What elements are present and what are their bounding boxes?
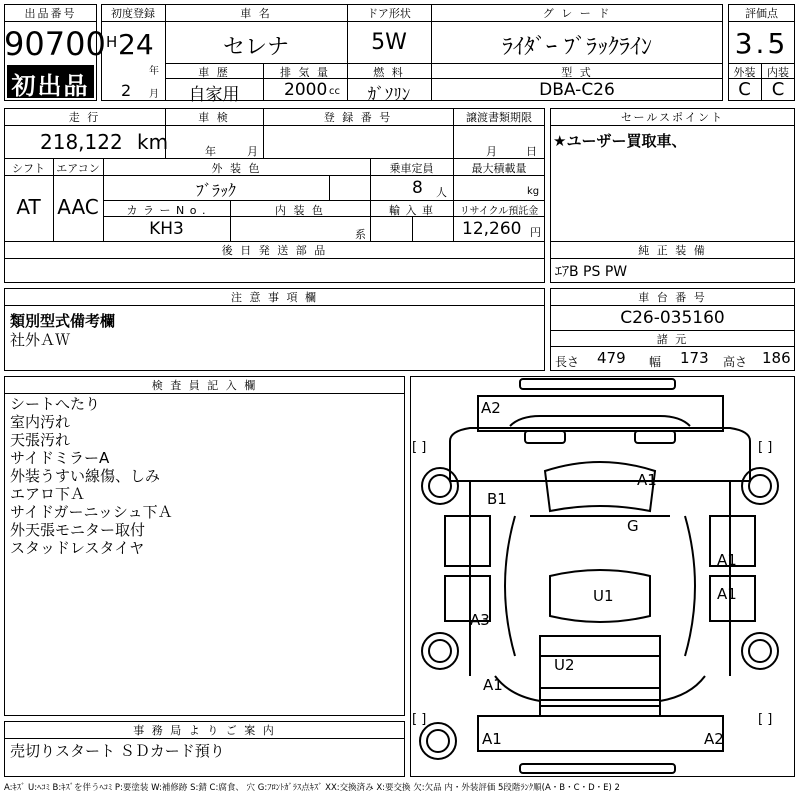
inspector-line: エアロ下Ａ [10,485,86,503]
chassis-number: C26-035160 [620,308,725,328]
damage-mark: A2 [481,399,501,417]
reg-era: H [106,33,118,51]
int-color-unit: 系 [355,228,366,241]
damage-mark: A3 [470,611,490,629]
inspector-line: 室内汚れ [10,413,71,431]
bracket-right-front: [ ] [758,440,773,455]
first-listing-label: 初出品 [11,72,90,100]
model-code: DBA-C26 [539,80,615,100]
inspector-line: 外装うすい線傷、しみ [10,467,161,485]
door-label: ドア形状 [367,7,411,20]
recycle-unit: 円 [530,226,541,239]
max-load-label: 最大積載量 [471,162,527,175]
damage-legend: A:ｷｽﾞ U:ﾍｺﾐ B:ｷｽﾞを伴うﾍｺﾐ P:要塗装 W:補修跡 S:錆 C:腐食、 穴 G:ﾌﾛﾝﾄｶﾞﾗｽ点ｷｽﾞ XX:交換済み X:要交換 欠:欠品 内・外装評価 5段階ﾗﾝｸ順(A・B・C・D・E) 2 [4,783,620,793]
inspector-line: シートへたり [10,395,101,413]
reg-month-unit: 月 [149,89,159,100]
reg-year-unit: 年 [149,66,159,77]
recycle-amount: 12,260 [462,219,522,239]
reg-year: 24 [118,28,154,61]
height: 186 [762,349,791,367]
width: 173 [680,349,709,367]
transfer-day-unit: 日 [526,145,537,158]
score: 3.5 [734,27,789,60]
history: 自家用 [188,85,240,105]
chassis-label: 車 台 番 号 [638,291,707,304]
ext-label: 外装 [733,66,756,79]
lot-label: 出品番号 [24,7,77,20]
inspector-line: スタッドレスタイヤ [10,539,145,557]
damage-mark: G [627,517,639,535]
color-no: KH3 [149,219,184,239]
ac: AAC [57,195,99,219]
notes-line-1: 類別型式備考欄 [10,312,116,330]
fuel-label: 燃 料 [373,66,405,79]
fuel: ｶﾞｿﾘﾝ [367,85,411,105]
damage-mark: B1 [487,490,507,508]
bracket-left-front: [ ] [412,440,427,455]
bracket-left-rear: [ ] [412,712,427,727]
model-label: 型 式 [561,66,593,79]
shift-label: シフト [12,162,45,175]
lot-number: 90700 [4,25,106,63]
ac-label: エアコン [56,162,100,175]
inspector-line: 外天張モニター取付 [10,521,146,539]
damage-mark: A1 [637,471,657,489]
reg-month: 2 [121,81,132,100]
office-notice-text: 売切りスタート ＳＤカード預り [10,742,225,760]
notes-label: 注 意 事 項 欄 [231,291,318,304]
damage-mark: U1 [593,587,614,605]
sales-point-label: セールスポイント [620,111,724,124]
inspector-label: 検 査 員 記 入 欄 [151,379,258,392]
width-label: 幅 [649,355,662,369]
mileage-unit: km [137,130,169,154]
length-label: 長さ [555,355,580,369]
history-label: 車 歴 [198,66,230,79]
capacity-label: 乗車定員 [389,162,434,175]
transfer-deadline-label: 譲渡書類期限 [466,111,532,124]
import-label: 輸 入 車 [389,204,434,217]
vehicle-name: セレナ [222,35,289,60]
damage-mark: A1 [483,676,503,694]
reg-label: 初度登録 [111,7,155,20]
inspector-line: サイドガーニッシュ下Ａ [10,503,173,521]
capacity: 8 [412,178,423,198]
displacement-label: 排 気 量 [280,66,330,79]
equipment: ｴｱB PS PW [555,264,628,280]
transfer-month-unit: 月 [486,145,497,158]
ext-grade: C [738,79,751,100]
capacity-unit: 人 [436,186,447,199]
reg-number-label: 登 録 番 号 [323,111,393,124]
dims-label: 諸 元 [656,333,689,346]
ext-color: ﾌﾞﾗｯｸ [195,181,236,200]
inspector-line: サイドミラーA [10,449,110,467]
max-load-unit: kg [527,186,540,197]
length: 479 [597,349,626,367]
name-label: 車 名 [240,7,272,20]
shift: AT [16,195,41,219]
damage-mark: A1 [482,730,502,748]
damage-mark: U2 [554,656,575,674]
displacement-unit: cc [329,86,340,97]
damage-mark: A1 [717,585,737,603]
inspection-year-unit: 年 [205,145,216,158]
inspector-notes [10,395,173,557]
score-label: 評価点 [745,7,778,20]
sales-point-text: ★ユーザー買取車、 [553,132,687,150]
inspection-label: 車 検 [198,111,230,124]
office-notice-label: 事 務 局 よ り ご 案 内 [133,724,276,737]
damage-mark: A1 [717,551,737,569]
displacement: 2000 [284,80,328,100]
equipment-label: 純 正 装 備 [638,244,707,257]
door-type: 5W [371,30,407,55]
notes-line-2: 社外ＡＷ [10,331,71,349]
grade: ﾗｲﾀﾞｰ ﾌﾞﾗｯｸﾗｲﾝ [502,35,652,60]
int-color-label: 内 装 色 [275,204,325,217]
mileage: 218,122 [40,130,123,154]
inspection-month-unit: 月 [247,145,258,158]
damage-mark: A2 [704,730,724,748]
color-no-label: カ ラ ー N o . [126,204,207,217]
int-label: 内装 [767,66,789,79]
height-label: 高さ [723,355,748,369]
recycle-label: リサイクル預託金 [459,206,539,217]
inspector-line: 天張汚れ [10,431,71,449]
bracket-right-rear: [ ] [758,712,773,727]
ext-color-label: 外 装 色 [211,162,262,175]
later-parts-label: 後 日 発 送 部 品 [221,244,328,257]
grade-label: グ レ ー ド [542,7,612,20]
mileage-label: 走 行 [68,111,101,124]
int-grade: C [771,79,785,100]
car-diagram [410,376,795,777]
